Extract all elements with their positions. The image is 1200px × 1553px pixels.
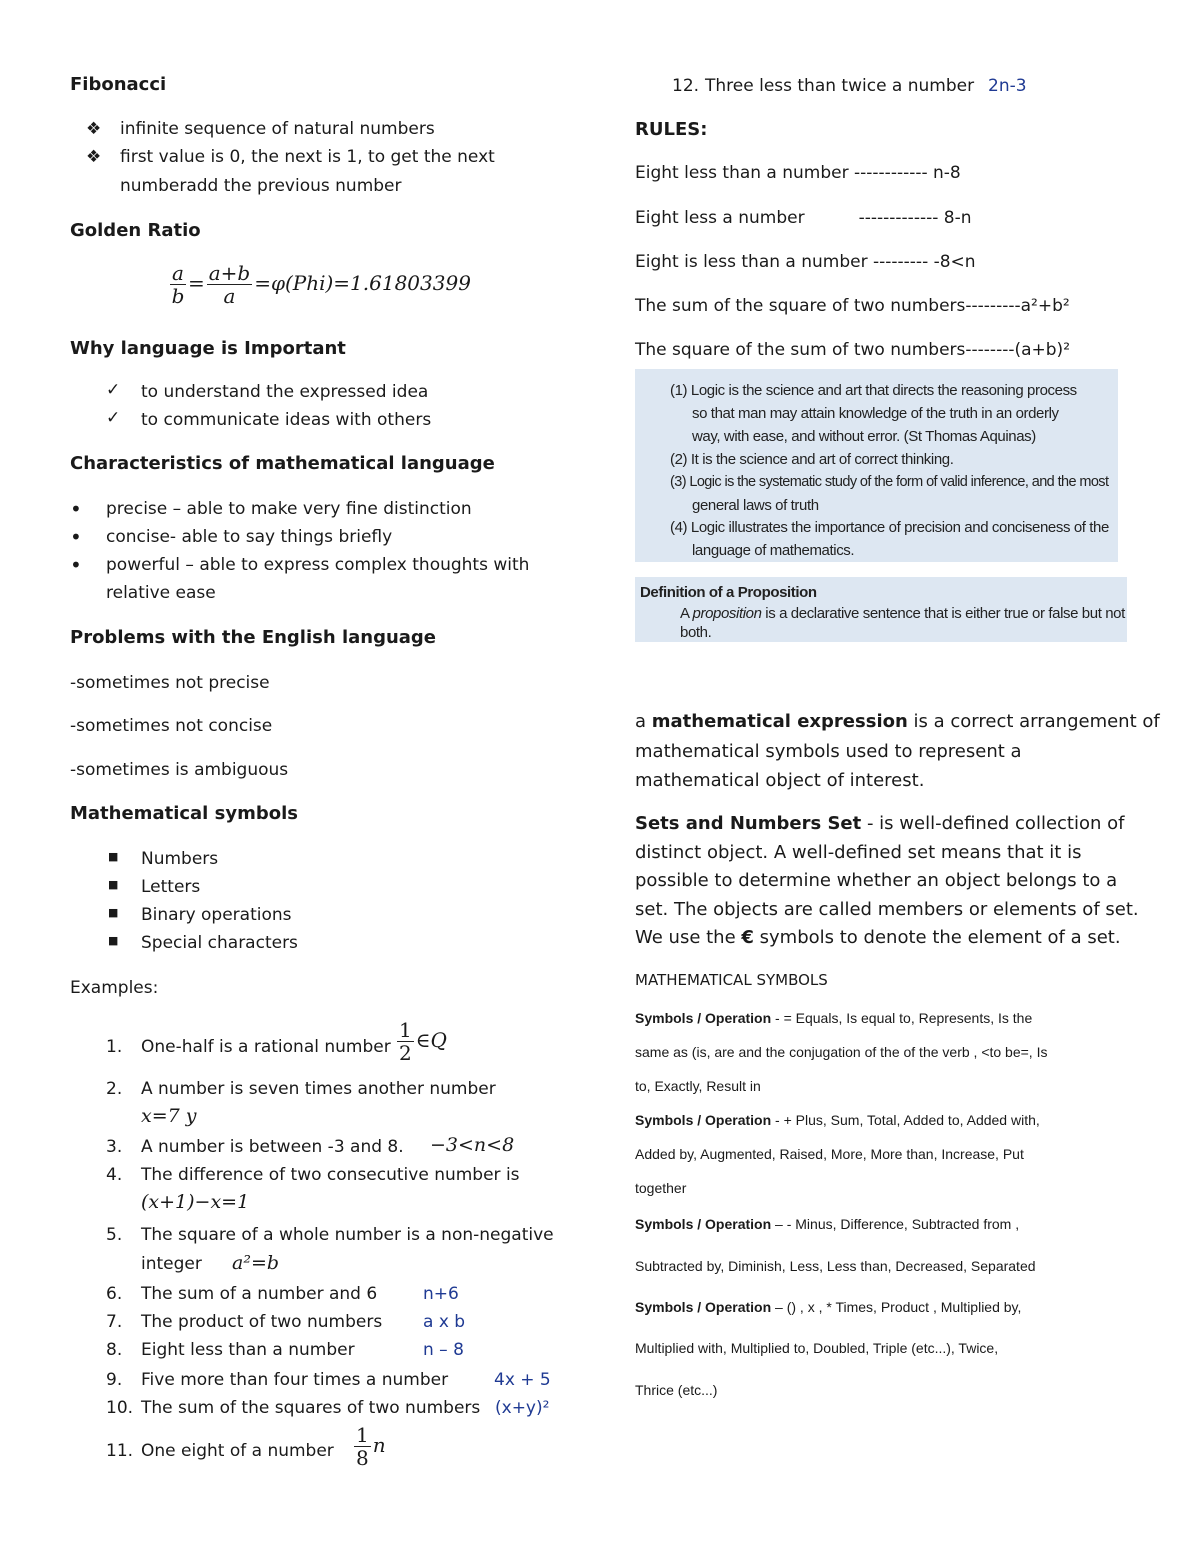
rule-item: Eight is less than a number --------- -8<n	[635, 252, 976, 272]
golden-ratio-formula	[168, 262, 471, 307]
fraction-numerator: 1	[356, 1423, 369, 1447]
equals-sign: =	[187, 271, 205, 295]
problem-item: -sometimes not concise	[70, 716, 273, 736]
example-answer: 2n-3	[988, 76, 1027, 96]
fraction-numerator: 1	[399, 1018, 412, 1042]
symbol-item: Numbers	[141, 849, 219, 869]
symbol-entry-line: Subtracted by, Diminish, Less, Less than, Decreased, Separated	[635, 1258, 1036, 1274]
math-expression: n	[372, 1433, 386, 1457]
math-expression-pre: a	[635, 711, 652, 732]
logic-box-line: so that man may attain knowledge of the truth in an orderly	[692, 405, 1059, 422]
square-bullet-icon: ■	[108, 850, 119, 863]
example-text: A number is between -3 and 8.	[141, 1137, 404, 1157]
sets-last-pre: We use the	[635, 927, 742, 948]
square-bullet-icon: ■	[108, 906, 119, 919]
proposition-term: proposition	[692, 605, 762, 622]
symbol-entry-label: Symbols / Operation	[635, 1010, 772, 1026]
example-text: The product of two numbers	[141, 1312, 383, 1332]
proposition-title: Definition of a Proposition	[640, 584, 817, 601]
logic-box-line: (4) Logic illustrates the importance of precision and conciseness of the	[670, 519, 1109, 536]
logic-box-line: (3) Logic is the systematic study of the form of valid inference, and the most	[670, 474, 1109, 490]
symbol-entry-label: Symbols / Operation	[635, 1112, 772, 1128]
why-language-item: to communicate ideas with others	[141, 410, 432, 430]
example-number: 11.	[106, 1441, 134, 1461]
logic-box-line: general laws of truth	[692, 497, 819, 514]
bullet-dot-icon: •	[70, 497, 82, 521]
why-language-item: to understand the expressed idea	[141, 382, 429, 402]
rule-item: The square of the sum of two numbers--------(a+b)²	[635, 340, 1071, 360]
symbol-item: Binary operations	[141, 905, 292, 925]
logic-box-line: language of mathematics.	[692, 542, 855, 559]
example-text: The square of a whole number is a non-negative	[141, 1225, 554, 1245]
square-bullet-icon: ■	[108, 878, 119, 891]
example-math: −3<n<8	[430, 1134, 515, 1156]
examples-heading: Examples:	[70, 978, 159, 998]
square-bullet-icon: ■	[108, 934, 119, 947]
symbol-item: Letters	[141, 877, 201, 897]
symbol-entry-line: Thrice (etc...)	[635, 1382, 718, 1398]
symbol-entry	[635, 1216, 1019, 1232]
fibonacci-item: first value is 0, the next is 1, to get the next	[120, 147, 495, 167]
math-expression-term: mathematical expression	[651, 711, 908, 732]
characteristics-heading: Characteristics of mathematical language	[70, 453, 495, 474]
checkmark-icon: ✓	[106, 408, 121, 428]
example-number: 6.	[106, 1284, 123, 1304]
fraction-numerator: a+b	[208, 261, 251, 285]
symbol-entry-text: - + Plus, Sum, Total, Added to, Added with,	[771, 1112, 1040, 1128]
problem-item: -sometimes not precise	[70, 673, 270, 693]
symbol-entry-label: Symbols / Operation	[635, 1299, 772, 1315]
logic-box-line: (2) It is the science and art of correct thinking.	[670, 451, 954, 468]
fraction-denominator: b	[171, 284, 185, 308]
sets-post: - is well-defined collection of	[861, 813, 1125, 834]
symbol-entry-text: – - Minus, Difference, Subtracted from ,	[771, 1216, 1020, 1232]
symbol-entry-text: – () , x , * Times, Product , Multiplied by,	[771, 1299, 1022, 1315]
fibonacci-item: numberadd the previous number	[120, 176, 402, 196]
example-answer: n+6	[423, 1284, 459, 1304]
example-text: The sum of the squares of two numbers	[141, 1398, 481, 1418]
math-symbols-section-title: MATHEMATICAL SYMBOLS	[635, 971, 828, 989]
example-number: 10.	[106, 1398, 134, 1418]
example-number: 4.	[106, 1165, 123, 1185]
diamond-bullet-icon: ❖	[86, 119, 102, 139]
fibonacci-heading: Fibonacci	[70, 74, 167, 95]
example-text: A number is seven times another number	[141, 1079, 496, 1099]
fraction-denominator: 2	[399, 1041, 412, 1065]
characteristic-item: relative ease	[106, 583, 216, 603]
paragraph-line: mathematical symbols used to represent a	[635, 741, 1022, 762]
example-math: a²=b	[232, 1252, 280, 1274]
example-number: 5.	[106, 1225, 123, 1245]
example-number: 3.	[106, 1137, 123, 1157]
math-symbols-heading: Mathematical symbols	[70, 803, 298, 824]
logic-box-line: way, with ease, and without error. (St Thomas Aquinas)	[692, 428, 1036, 445]
symbol-entry-line: Added by, Augmented, Raised, More, More than, Increase, Put	[635, 1146, 1024, 1162]
example-number: 1.	[106, 1037, 123, 1057]
proposition-post: is a declarative sentence that is either true or false but not	[761, 605, 1125, 622]
symbol-entry-label: Symbols / Operation	[635, 1216, 772, 1232]
bullet-dot-icon: •	[70, 553, 82, 577]
math-expression-paragraph	[635, 711, 1160, 732]
problem-item: -sometimes is ambiguous	[70, 760, 289, 780]
example-text: Eight less than a number	[141, 1340, 355, 1360]
fibonacci-item: infinite sequence of natural numbers	[120, 119, 435, 139]
example-text: Three less than twice a number	[705, 76, 975, 96]
symbol-entry-text: - = Equals, Is equal to, Represents, Is the	[771, 1010, 1033, 1026]
problems-heading: Problems with the English language	[70, 627, 437, 648]
example-number: 8.	[106, 1340, 123, 1360]
golden-ratio-value: =φ(Phi)=1.61803399	[254, 271, 471, 295]
logic-box-line: (1) Logic is the science and art that directs the reasoning process	[670, 382, 1077, 399]
why-language-heading: Why language is Important	[70, 338, 346, 359]
example-text: Five more than four times a number	[141, 1370, 449, 1390]
example-number: 2.	[106, 1079, 123, 1099]
paragraph-line: mathematical object of interest.	[635, 770, 925, 791]
example-answer: (x+y)²	[495, 1398, 550, 1418]
example-answer: a x b	[423, 1312, 466, 1332]
characteristic-item: concise- able to say things briefly	[106, 527, 393, 547]
characteristic-item: powerful – able to express complex thoughts with	[106, 555, 530, 575]
example-text: The sum of a number and 6	[141, 1284, 378, 1304]
example-answer: n – 8	[423, 1340, 464, 1360]
symbol-entry	[635, 1010, 1032, 1026]
sets-paragraph	[635, 813, 1124, 834]
example-text: One eight of a number	[141, 1441, 334, 1461]
rule-item: The sum of the square of two numbers---------a²+b²	[635, 296, 1070, 316]
proposition-line	[680, 605, 1125, 622]
example-number: 12.	[672, 76, 700, 96]
symbol-entry-line: together	[635, 1180, 687, 1196]
sets-term: Sets and Numbers Set	[635, 813, 862, 834]
example-number: 9.	[106, 1370, 123, 1390]
example-math	[395, 1019, 447, 1064]
paragraph-line: possible to determine whether an object belongs to a	[635, 870, 1118, 891]
rules-heading: RULES:	[635, 119, 708, 140]
paragraph-line: distinct object. A well-defined set means that it is	[635, 842, 1082, 863]
math-expression-post: is a correct arrangement of	[907, 711, 1160, 732]
example-text: The difference of two consecutive number is	[141, 1165, 520, 1185]
rule-item: Eight less a number ------------- 8-n	[635, 208, 972, 228]
paragraph-line: set. The objects are called members or elements of set.	[635, 899, 1139, 920]
diamond-bullet-icon: ❖	[86, 147, 102, 167]
example-number: 7.	[106, 1312, 123, 1332]
symbol-entry	[635, 1299, 1021, 1315]
proposition-pre: A	[680, 605, 693, 622]
characteristic-item: precise – able to make very fine distinction	[106, 499, 472, 519]
element-symbol: €	[741, 927, 754, 948]
symbol-entry-line: same as (is, are and the conjugation of the of the verb , <to be=, Is	[635, 1044, 1048, 1060]
symbol-entry-line: to, Exactly, Result in	[635, 1078, 761, 1094]
math-expression: ∈Q	[415, 1028, 447, 1052]
example-answer: 4x + 5	[494, 1370, 551, 1390]
fraction-numerator: a	[172, 261, 184, 285]
symbol-entry	[635, 1112, 1040, 1128]
proposition-line: both.	[680, 624, 712, 641]
example-text-continued: integer	[141, 1254, 202, 1274]
golden-ratio-heading: Golden Ratio	[70, 220, 201, 241]
paragraph-line	[635, 927, 1121, 948]
example-text: One-half is a rational number	[141, 1037, 391, 1057]
sets-last-post: symbols to denote the element of a set.	[753, 927, 1121, 948]
checkmark-icon: ✓	[106, 380, 121, 400]
bullet-dot-icon: •	[70, 525, 82, 549]
fraction-denominator: 8	[356, 1446, 369, 1470]
fraction-denominator: a	[223, 284, 236, 308]
symbol-entry-line: Multiplied with, Multiplied to, Doubled, Triple (etc...), Twice,	[635, 1340, 999, 1356]
rule-item: Eight less than a number ------------ n-8	[635, 163, 961, 183]
example-math	[352, 1424, 386, 1469]
example-math: (x+1)−x=1	[141, 1191, 250, 1213]
symbol-item: Special characters	[141, 933, 298, 953]
example-math: x=7 y	[141, 1105, 197, 1127]
